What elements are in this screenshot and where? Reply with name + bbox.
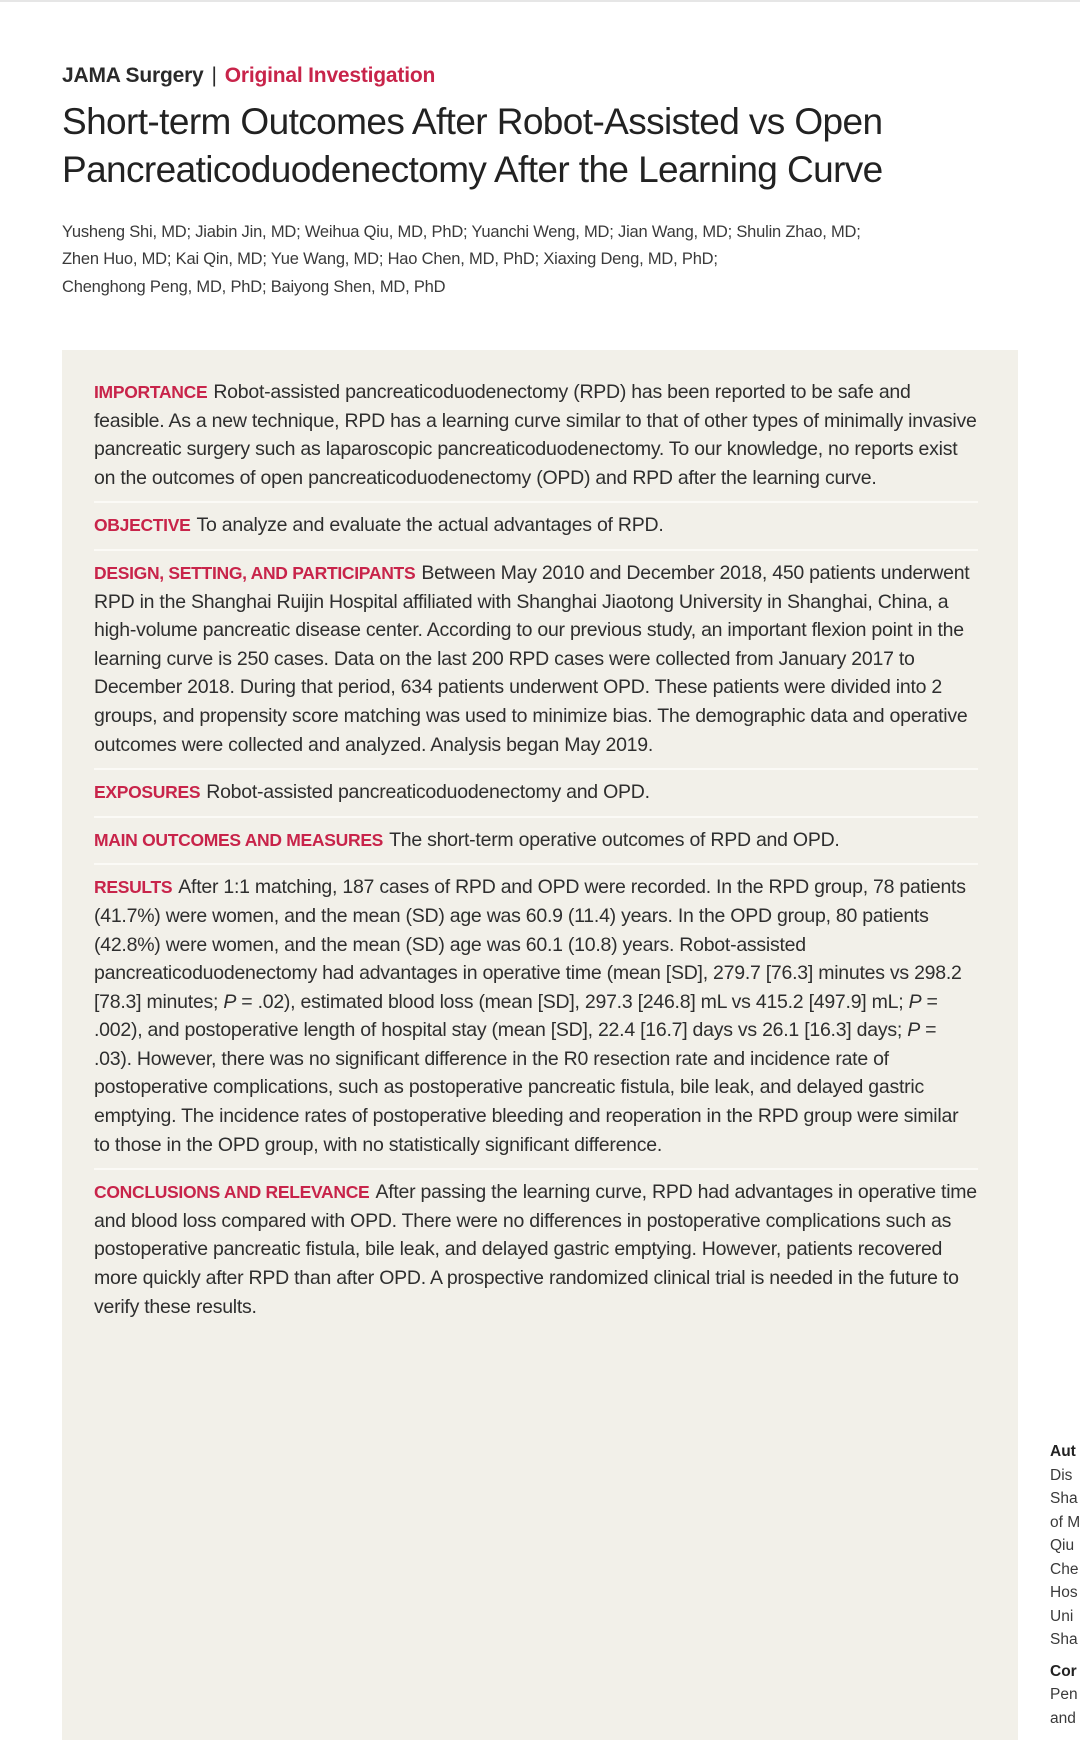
p-value-symbol: P	[908, 990, 922, 1013]
results-text-4: = .03). However, there was no significant difference in the R0 resection rate and incidence rate of postoperative complications, such as postoperative pancreatic fistula, bile leak, and delayed gastric emptying. The incidence rates of postoperative bleeding and reoperation in the RPD group were similar to those in the OPD group, with no statistically significant difference.	[94, 1019, 959, 1156]
section-label: CONCLUSIONS AND RELEVANCE	[94, 1182, 370, 1203]
side-line: Uni	[1050, 1607, 1074, 1625]
article-type: Original Investigation	[224, 64, 436, 87]
article-title	[62, 98, 1022, 194]
side-column-affiliations	[1050, 1440, 1080, 1730]
side-line: Che	[1050, 1560, 1079, 1578]
results-text-1: After 1:1 matching, 187 cases of RPD and OPD were recorded. In the RPD group, 78 patients (41.7%) were women, and the mean (SD) age was 60.9 (11.4) years. In the OPD group, 80 patients (42.8%) were women, and the mean (SD) age was 60.1 (10.8) years. Robot-assisted pancreaticoduodenectomy had advantages in operative time (mean [SD], 279.7 [76.3] minutes vs 298.2 [78.3] minutes;	[94, 876, 966, 1013]
authors-line-2: Zhen Huo, MD; Kai Qin, MD; Yue Wang, MD; Hao Chen, MD, PhD; Xiaxing Deng, MD, PhD;	[62, 250, 718, 269]
side-line: Sha	[1050, 1490, 1078, 1507]
p-value-symbol: P	[223, 990, 237, 1013]
side-line: Sha	[1050, 1631, 1078, 1648]
article-kicker	[62, 60, 1022, 92]
section-text: Robot-assisted pancreaticoduodenectomy (RPD) has been reported to be safe and feasible. As a new technique, RPD has a learning curve similar to that of other types of minimally invasive pancreatic surgery such as laparoscopic pancreaticoduodenectomy. To our knowledge, no reports exist on the outcomes of open pancreaticoduodenectomy (OPD) and RPD after the learning curve.	[94, 381, 977, 489]
section-label: MAIN OUTCOMES AND MEASURES	[94, 829, 384, 850]
side-line: Pen	[1050, 1686, 1078, 1703]
section-label: DESIGN, SETTING, AND PARTICIPANTS	[94, 562, 416, 583]
side-line: and	[1050, 1709, 1076, 1727]
section-label: RESULTS	[94, 877, 173, 898]
side-line: Qiu	[1050, 1537, 1075, 1554]
top-border	[0, 0, 1080, 2]
side-line: of M	[1050, 1513, 1080, 1531]
abstract-box	[62, 350, 1018, 1740]
section-text: Robot-assisted pancreaticoduodenectomy and OPD.	[206, 781, 650, 804]
abstract-results	[94, 865, 978, 1170]
p-value-symbol: P	[907, 1019, 920, 1042]
abstract-design	[94, 551, 978, 770]
article-header	[62, 60, 1022, 301]
section-text: To analyze and evaluate the actual advantages of RPD.	[196, 514, 664, 537]
section-label: IMPORTANCE	[94, 382, 208, 402]
abstract-conclusions	[94, 1170, 978, 1330]
side-heading-author-affiliations: Aut	[1050, 1443, 1076, 1460]
section-label: EXPOSURES	[94, 782, 201, 803]
abstract-exposures	[94, 770, 978, 818]
authors-line-3: Chenghong Peng, MD, PhD; Baiyong Shen, MD, PhD	[62, 277, 446, 296]
section-text: Between May 2010 and December 2018, 450 patients underwent RPD in the Shanghai Ruijin Hospital affiliated with Shanghai Jiaotong University in Shanghai, China, a high-volume pancreatic disease center. According to our previous study, an important flexion point in the learning curve is 250 cases. Data on the last 200 RPD cases were collected from January 2017 to December 2018. During that period, 634 patients underwent OPD. These patients were divided into 2 groups, and propensity score matching was used to minimize bias. The demographic data and operative outcomes were collected and analyzed. Analysis began May 2019.	[94, 561, 970, 756]
author-list	[62, 219, 1022, 302]
title-line-2: Pancreaticoduodenectomy After the Learning Curve	[62, 149, 883, 190]
abstract-main-outcomes	[94, 818, 978, 866]
kicker-separator: |	[211, 64, 217, 87]
abstract-objective	[94, 503, 978, 551]
results-text-2: = .02), estimated blood loss (mean [SD], 297.3 [246.8] mL vs 415.2 [497.9] mL;	[236, 990, 904, 1013]
section-text: After passing the learning curve, RPD had advantages in operative time and blood loss compared with OPD. There were no differences in postoperative complications such as postoperative pancreatic fistula, bile leak, and delayed gastric emptying. However, patients recovered more quickly after RPD than after OPD. A prospective randomized clinical trial is needed in the future to verify these results.	[94, 1181, 977, 1318]
side-line: Dis	[1050, 1466, 1073, 1484]
section-label: OBJECTIVE	[94, 515, 191, 536]
title-line-1: Short-term Outcomes After Robot-Assisted vs Open	[62, 101, 883, 142]
side-heading-corresponding-author: Cor	[1050, 1662, 1077, 1680]
abstract-importance	[94, 378, 978, 503]
journal-name[interactable]: JAMA Surgery	[62, 64, 204, 87]
authors-line-1: Yusheng Shi, MD; Jiabin Jin, MD; Weihua Qiu, MD, PhD; Yuanchi Weng, MD; Jian Wang, MD; Shulin Zhao, MD;	[62, 222, 861, 241]
results-text-3: = .002), and postoperative length of hospital stay (mean [SD], 22.4 [16.7] days vs 26.1 [16.3] days;	[94, 990, 938, 1042]
side-line: Hos	[1050, 1584, 1078, 1601]
section-text: The short-term operative outcomes of RPD and OPD.	[389, 828, 840, 851]
